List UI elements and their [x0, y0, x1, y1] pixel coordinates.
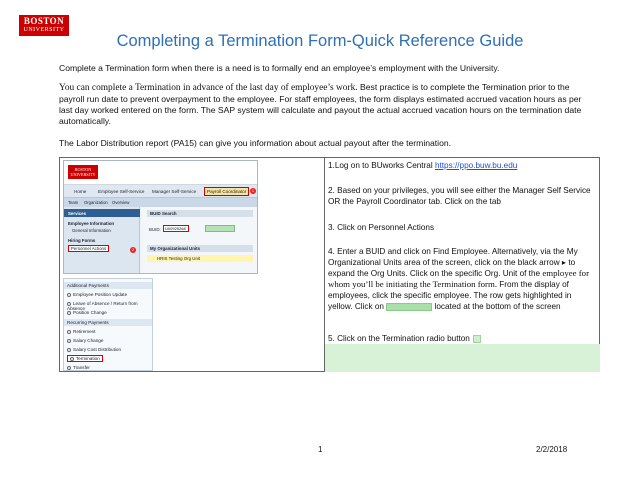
- screenshot-column: [60, 158, 324, 371]
- sidebar-general-info[interactable]: General Information: [72, 228, 111, 233]
- radio-icon: [67, 330, 71, 334]
- tab-manager-self-service[interactable]: Manager Self-Service: [152, 189, 197, 194]
- buid-search-header: BUID Search: [147, 210, 253, 217]
- sidebar-hiring-forms[interactable]: Hiring Forms: [68, 238, 96, 243]
- screenshot-sidebar: [64, 207, 140, 274]
- radio-retirement[interactable]: [67, 329, 95, 334]
- black-arrow-icon: ▸: [561, 258, 567, 267]
- step-4-part-c: From the display of employees, click the specific employee. The row gets highlighted in yellow. Click on: [328, 280, 572, 311]
- button-chip-image: [386, 303, 432, 311]
- step-4-part-d: located at the bottom of the screen: [432, 302, 561, 311]
- radio-position-change[interactable]: [67, 310, 107, 315]
- subtab-team[interactable]: Team: [68, 200, 79, 205]
- org-unit-row[interactable]: HRIS Testing Org Unit: [147, 255, 253, 262]
- logo-line1: BOSTON: [23, 16, 65, 26]
- step-2: 2. Based on your privileges, you will see either the Manager Self Service OR the Payroll Coordinator tab. Click on the tab: [328, 186, 591, 206]
- subtab-organization[interactable]: Organization: [84, 200, 108, 205]
- tab-employee-self-service[interactable]: Employee Self-Service: [98, 189, 145, 194]
- radio-termination[interactable]: [67, 356, 103, 361]
- screenshot-main: [141, 207, 258, 274]
- sidebar-employee-info[interactable]: Employee Information: [68, 221, 115, 226]
- sidebar-services-header: [64, 209, 140, 217]
- termination-highlight: [67, 355, 103, 362]
- screenshot-logo-l2: UNIVERSITY: [70, 172, 96, 177]
- radio-label: Salary Cost Distribution: [73, 347, 121, 352]
- radio-salary-cost-distribution[interactable]: [67, 347, 121, 352]
- steps-column: [325, 158, 600, 371]
- step-4-part-a: 4. Enter a BUID and click on Find Employee. Alternatively, via the My Organizational Units area of the screen, click on the black arrow: [328, 247, 578, 267]
- screenshot-nav: [64, 185, 258, 198]
- radio-employee-position-update[interactable]: [67, 292, 127, 297]
- buid-label: BUID:: [149, 227, 161, 232]
- screenshot-logo: [68, 165, 98, 179]
- radio-icon: [67, 293, 71, 297]
- intro-paragraph-3: The Labor Distribution report (PA15) can give you information about actual payout after the termination.: [59, 138, 452, 148]
- radio-label: Salary Change: [73, 338, 104, 343]
- step-5-highlight: [325, 344, 600, 372]
- intro-paragraph-2: [59, 82, 589, 127]
- portal-screenshot: [63, 160, 258, 274]
- step-5: [328, 333, 598, 344]
- org-units-header: My Organizational Units: [147, 245, 253, 252]
- tab-home[interactable]: Home: [74, 189, 87, 194]
- step-4: [328, 246, 598, 312]
- section-additional-payments: Additional Payments: [64, 282, 152, 289]
- instruction-table: [59, 157, 600, 372]
- sidebar-personnel-actions[interactable]: [68, 246, 109, 251]
- radio-label: Employee Position Update: [73, 292, 128, 297]
- step-1: [328, 160, 598, 171]
- screenshot-subnav: [64, 198, 258, 207]
- radio-icon: [67, 366, 71, 370]
- radio-icon: [67, 339, 71, 343]
- radio-label: Retirement: [73, 329, 96, 334]
- step-1-text: 1.Log on to BUworks Central: [328, 161, 435, 170]
- buworks-link[interactable]: https://ppo.buw.bu.edu: [434, 161, 518, 170]
- marker-icon-2: 2: [131, 247, 135, 252]
- step-3: 3. Click on Personnel Actions: [328, 223, 435, 232]
- page-number: 1: [318, 445, 323, 454]
- logo-line2: UNIVERSITY: [23, 27, 65, 33]
- radio-label: Termination: [76, 356, 100, 361]
- radio-icon: [67, 311, 71, 315]
- step-4-serif: employee for whom you’ll be initiating the Termination form.: [328, 268, 589, 289]
- radio-icon: [67, 348, 71, 352]
- footer-date: 2/2/2018: [536, 445, 568, 454]
- step-4-part-b: to expand the Org Units. Click on the specific Org. Unit of the: [328, 258, 576, 278]
- personnel-actions-list: [63, 278, 153, 371]
- radio-transfer[interactable]: [67, 365, 90, 370]
- intro-p2-rest: Best practice is to complete the Termination prior to the payroll run date to prevent overpayment to the employee. For staff employees, the form displays estimated accrued vacation hours as per last day worked entered on the form. The SAP system will calculate and payout the actual accrued vacation hours on the termination date automatically.: [59, 82, 582, 126]
- tab-payroll-coordinator[interactable]: Payroll Coordinator: [204, 187, 249, 196]
- screenshot-logo-l1: BOSTON: [74, 167, 92, 172]
- step-5-text: 5. Click on the Termination radio button: [328, 334, 470, 343]
- buid-input[interactable]: U00925268: [163, 225, 189, 232]
- section-recurring-payments: Recurring Payments: [64, 319, 152, 326]
- sidebar-services-label: Services: [68, 210, 87, 216]
- radio-label: Position Change: [73, 310, 107, 315]
- screenshot-header: [64, 161, 258, 185]
- personnel-actions-label: Personnel Actions: [68, 245, 109, 252]
- radio-chip-image: [473, 335, 481, 343]
- radio-label: Leave of Absence / Return from Absence: [67, 301, 138, 311]
- radio-salary-change[interactable]: [67, 338, 103, 343]
- subtab-overview[interactable]: Overview: [112, 200, 130, 205]
- intro-paragraph-1: Complete a Termination form when there is a need is to formally end an employee’s employment with the University.: [59, 63, 500, 73]
- page-title: Completing a Termination Form-Quick Reference Guide: [116, 32, 524, 50]
- marker-icon-1: 1: [251, 188, 255, 193]
- radio-icon: [70, 357, 74, 361]
- radio-label: Transfer: [73, 365, 90, 370]
- intro-p2-serif: You can complete a Termination in advance of the last day of employee’s work.: [59, 83, 358, 93]
- find-employee-button[interactable]: [205, 225, 235, 232]
